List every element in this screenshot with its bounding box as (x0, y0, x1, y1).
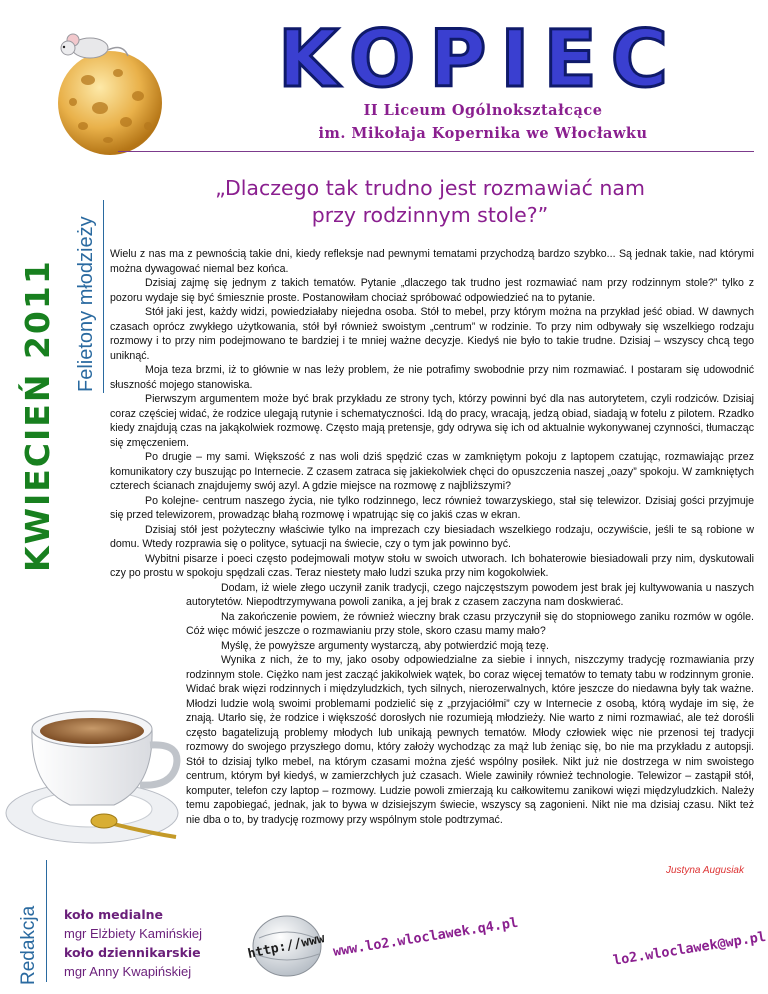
teacup-icon (0, 617, 182, 855)
paragraph: Myślę, że powyższe argumenty wystarczą, aby potwierdzić moją tezę. (221, 639, 549, 652)
svg-text:KOPIEC: KOPIEC (278, 20, 682, 100)
issue-date: KWIECIEŃ 2011 (18, 259, 57, 572)
section-divider (103, 200, 104, 393)
paragraph: Pierwszym argumentem może być brak przykładu ze strony tych, którzy powinni być dla nas autorytetem, czyli rodziców. Dzisiaj coraz częściej widać, że rodzice ulegają rutynie i schematyczności. Idą do pracy, wracają, jedzą obiad, siadają w fotelu z pilotem. Rzadko kiedy znajdują czas na jakąkolwiek rozmowę. Często mają pretensje, gdy odrywa się ich od aktualnie wykonywanej czynności, tłumacząc się zmęczeniem. (110, 393, 754, 449)
masthead-logo (210, 20, 750, 100)
article-title-line: „Dlaczego tak trudno jest rozmawiać nam (215, 176, 645, 200)
website-link[interactable]: www.lo2.wloclawek.q4.pl (332, 914, 520, 960)
article-title-line: przy rodzinnym stole?” (311, 203, 549, 227)
club-teacher: mgr Elżbiety Kamińskiej (64, 926, 202, 941)
article-body (110, 247, 754, 855)
paragraph: Po kolejne- centrum naszego życia, nie tylko rodzinnego, lecz również towarzyskiego, stał się telewizor. Dzisiaj gości przyjmuje się przed telewizorem, prowadząc błahą rozmowę i wpatrując się co jakiś czas w ekran. (110, 494, 754, 521)
paragraph: Po drugie – my sami. Większość z nas woli dziś spędzić czas w zamkniętym pokoju z laptopem czatując, rozmawiając przez komunikatory czy buszując po Internecie. Z czasem zatraca się jakiekolwiek chęci do opuszczenia naszej „oazy” spokoju. W zamkniętych czterech ścianach znajdujemy swój azyl. A gdzie miejsce na rozmowę z najbliższymi? (110, 451, 754, 492)
paragraph: Moja teza brzmi, iż to głównie w nas leży problem, że nie potrafimy swobodnie przy nim rozmawiać. I postaram się udowodnić słuszność mojego stanowiska. (110, 364, 754, 391)
paragraph: Dzisiaj stół jest pożyteczny właściwie tylko na imprezach czy biesiadach wszelkiego rodzaju, oczywiście, jeśli te są robione w domu. Wtedy rozprawia się o polityce, sytuacji na świecie, czy o tym jak powinno być. (110, 523, 754, 550)
editorial-label: Redakcja (18, 905, 39, 985)
article-title (120, 175, 740, 229)
school-name: II Liceum Ogólnokształcące (363, 102, 603, 119)
section-name: Felietony młodzieży (75, 216, 97, 392)
paragraph: Dodam, iż wiele złego uczynił zanik tradycji, czego najczęstszym powodem jest brak jej kultywowania u naszych autorytetów. Niepodtrzymywana powoli zanika, a jej brak z czasem zaczyna nam doskwierać. (186, 581, 754, 608)
cheese-mouse-logo (28, 18, 178, 158)
editorial-team (64, 905, 202, 981)
svg-text:http://www: http://www (246, 931, 327, 963)
paragraph: Na zakończenie powiem, że również wieczny brak czasu przyczynił się do stopniowego zaniku rozmów w ogóle. Cóż więc mówić jeszcze o rozmawianiu przy stole, skoro czasu mamy mało? (186, 610, 754, 637)
footer-divider (46, 860, 47, 982)
club-name: koło dziennikarskie (64, 945, 201, 960)
globe-icon (245, 910, 330, 980)
header-divider (118, 151, 754, 152)
school-patron: im. Mikołaja Kopernika we Włocławku (318, 125, 648, 142)
paragraph: Wynika z nich, że to my, jako osoby odpowiedzialne za siebie i innych, niszczymy tradycję rozmawiania przy rodzinnym stole. Ciężko nam jest zacząć jakikolwiek wątek, bo coraz więcej tematów to tematy tabu w rodzinnym gronie. Widać brak więzi rodzinnych i międzyludzkich, tych silnych, nierozerwalnych, które jeszcze do niedawna były tak ważne. Młodzi ludzie wolą swoimi problemami podzielić się z „przyjaciółmi” czy w Internecie z osobą, którą wydaje im się, że znają. Utarło się, że rodzice i większość dorosłych nie rozumieją młodzieży. Nie warto z nimi rozmawiać, ale też dorośli często bagatelizują problemy młodych lub unikają pewnych tematów. Młody człowiek więc nie przenosi tej tradycji rozmowy do swojego przyszłego domu, który założy wychodząc za mąż lub żeniąc się, bo nie ma przykładu z autopsji. Stół to dzisiaj tylko mebel, na którym czasami można zjeść wspólny posiłek. Nikt już nie dostrzega w nim swoistego centrum, którym był kiedyś, w zamierzchłych już czasach. Wiele zawiniły również technologie. Telewizor – zastąpił stół, komputer, telefon czy laptop – rozmowy. Ludzie powoli zmierzają ku całkowitemu zanikowi więzi międzyludzkich. Należy temu zapobiegać, jednak, jak to bywa w dzisiejszym świecie, wszyscy są zagonieni. Nikt nie ma dzisiaj czasu. Nikt też nie dba o to, by tradycję rozmowy przy wspólnym stole podtrzymać. (186, 654, 754, 826)
club-teacher: mgr Anny Kwapińskiej (64, 964, 192, 979)
email-link[interactable]: lo2.wloclawek@wp.pl (612, 928, 768, 969)
paragraph: Dzisiaj zajmę się jednym z takich tematów. Pytanie „dlaczego tak trudno jest rozmawiać nam przy rodzinnym stole?” tylko z pozoru wydaje się być śmiesznie proste. Postanowiłam chociaż spróbować odpowiedzieć na to pytanie. (110, 277, 754, 304)
paragraph: Wielu z nas ma z pewnością takie dni, kiedy refleksje nad pewnymi tematami przychodzą bardzo szybko... Są jednak takie, nad którymi można dywagować niemal bez końca. (110, 248, 754, 275)
article-author: Justyna Augusiak (665, 865, 744, 876)
club-name: koło medialne (64, 907, 163, 922)
paragraph: Stół jaki jest, każdy widzi, powiedziałaby niejedna osoba. Stół to mebel, przy którym można na przykład jeść obiad. W dawnych czasach oprócz zwykłego użytkowania, stół był również swoistym „centrum” w rodzinie. To przy nim odbywały się wszelkiego rodzaju rozmowy i to przy nim podejmowano te bardziej i te mniej ważne decyzje. Kiedyś nie było to takie trudne. Dzisiaj – wszyscy chcą tego uniknąć. (110, 306, 754, 362)
paragraph: Wybitni pisarze i poeci często podejmowali motyw stołu w swoich utworach. Ich bohaterowie biesiadowali przy nim, dyskutowali czy po prostu w spokoju spędzali czas. Teraz niestety mało ludzi szuka przy nim kogokolwiek. (110, 552, 754, 579)
